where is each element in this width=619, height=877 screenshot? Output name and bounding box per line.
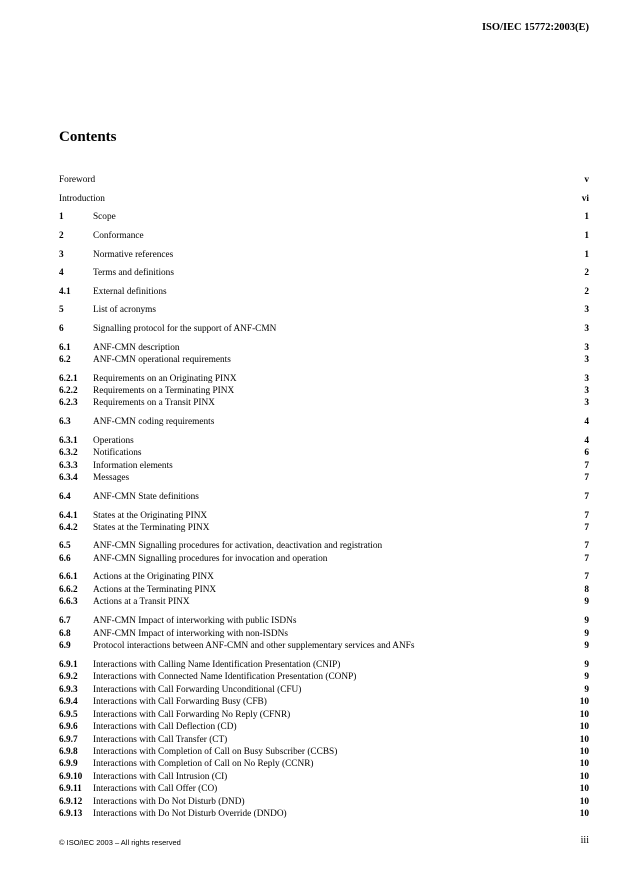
toc-entry-number: 6.6 xyxy=(59,554,71,564)
toc-entry-title: ANF-CMN Impact of interworking with public ISDNs xyxy=(93,616,297,626)
toc-entry[interactable] xyxy=(59,397,589,409)
toc-entry-title: ANF-CMN Signalling procedures for invocation and operation xyxy=(93,554,328,564)
toc-entry[interactable] xyxy=(59,510,589,522)
toc-entry-page: 7 xyxy=(584,511,589,521)
toc-entry[interactable] xyxy=(59,808,589,820)
toc-entry-number: 4 xyxy=(59,268,64,278)
toc-entry-page: v xyxy=(584,175,589,185)
toc-entry-title: ANF-CMN operational requirements xyxy=(93,355,231,365)
toc-entry[interactable] xyxy=(59,553,589,565)
toc-entry-page: 10 xyxy=(579,772,589,782)
toc-entry-number: 6.2 xyxy=(59,355,71,365)
toc-entry[interactable] xyxy=(59,758,589,770)
toc-entry-page: 7 xyxy=(584,554,589,564)
toc-entry-number: 4.1 xyxy=(59,287,71,297)
toc-entry-number: 2 xyxy=(59,231,64,241)
toc-entry-title: Normative references xyxy=(93,250,174,260)
toc-entry-title: Messages xyxy=(93,473,130,483)
toc-entry-number: 6.6.3 xyxy=(59,597,78,607)
toc-entry[interactable] xyxy=(59,696,589,708)
toc-entry-number: 6.9.6 xyxy=(59,722,78,732)
toc-entry-title: Interactions with Completion of Call on Busy Subscriber (CCBS) xyxy=(93,747,338,757)
toc-entry-title: Protocol interactions between ANF-CMN and other supplementary services and ANFs xyxy=(93,641,415,651)
toc-entry-title: Interactions with Do Not Disturb (DND) xyxy=(93,797,245,807)
toc-entry[interactable] xyxy=(59,286,589,298)
toc-entry[interactable] xyxy=(59,684,589,696)
toc-entry[interactable] xyxy=(59,373,589,385)
toc-entry[interactable] xyxy=(59,659,589,671)
toc-entry[interactable] xyxy=(59,522,589,534)
toc-entry-title: Introduction xyxy=(59,194,105,204)
toc-entry-number: 6.9.11 xyxy=(59,784,82,794)
toc-entry-number: 6.9.2 xyxy=(59,672,78,682)
toc-entry-title: Interactions with Calling Name Identification Presentation (CNIP) xyxy=(93,660,341,670)
toc-entry[interactable] xyxy=(59,193,589,205)
toc-entry-page: 9 xyxy=(584,685,589,695)
toc-entry-number: 6.4.2 xyxy=(59,523,78,533)
toc-entry-number: 6.9.13 xyxy=(59,809,83,819)
copyright-notice: © ISO/IEC 2003 – All rights reserved xyxy=(59,838,181,847)
toc-entry-number: 6.3 xyxy=(59,417,71,427)
toc-entry-number: 6.2.3 xyxy=(59,398,78,408)
toc-entry-number: 6.5 xyxy=(59,541,71,551)
toc-entry[interactable] xyxy=(59,596,589,608)
toc-entry-page: 3 xyxy=(584,305,589,315)
toc-entry-page: 4 xyxy=(584,436,589,446)
toc-entry-title: Interactions with Call Forwarding Unconditional (CFU) xyxy=(93,685,302,695)
toc-entry-title: Actions at the Originating PINX xyxy=(93,572,214,582)
toc-entry[interactable] xyxy=(59,267,589,279)
toc-entry-title: Foreword xyxy=(59,175,96,185)
toc-entry-number: 6.2.2 xyxy=(59,386,78,396)
toc-entry-title: Actions at a Transit PINX xyxy=(93,597,190,607)
toc-entry-number: 6.2.1 xyxy=(59,374,78,384)
toc-entry[interactable] xyxy=(59,416,589,428)
toc-entry-title: Scope xyxy=(93,212,116,222)
toc-entry[interactable] xyxy=(59,323,589,335)
toc-entry-page: 10 xyxy=(579,809,589,819)
toc-entry[interactable] xyxy=(59,615,589,627)
toc-entry-page: 10 xyxy=(579,759,589,769)
toc-entry-title: Terms and definitions xyxy=(93,268,174,278)
toc-entry-page: 3 xyxy=(584,374,589,384)
toc-entry-page: 3 xyxy=(584,324,589,334)
toc-entry[interactable] xyxy=(59,796,589,808)
toc-entry-number: 3 xyxy=(59,250,64,260)
document-id: ISO/IEC 15772:2003(E) xyxy=(481,22,589,33)
toc-entry-page: 9 xyxy=(584,597,589,607)
toc-entry-title: ANF-CMN Impact of interworking with non-ISDNs xyxy=(93,629,288,639)
toc-entry-title: ANF-CMN coding requirements xyxy=(93,417,215,427)
toc-entry-number: 6.3.1 xyxy=(59,436,78,446)
toc-entry[interactable] xyxy=(59,249,589,261)
toc-entry-number: 6.9 xyxy=(59,641,71,651)
toc-entry-page: 2 xyxy=(584,268,589,278)
toc-entry-title: Interactions with Call Offer (CO) xyxy=(93,784,218,794)
toc-entry-page: 7 xyxy=(584,541,589,551)
toc-entry-page: 1 xyxy=(584,250,589,260)
toc-entry-title: Actions at the Terminating PINX xyxy=(93,585,217,595)
toc-entry-page: vi xyxy=(581,194,589,204)
toc-entry-title: Conformance xyxy=(93,231,144,241)
toc-entry[interactable] xyxy=(59,721,589,733)
toc-entry-page: 3 xyxy=(584,398,589,408)
toc-entry-title: States at the Originating PINX xyxy=(93,511,208,521)
toc-entry[interactable] xyxy=(59,230,589,242)
toc-entry-title: Interactions with Call Forwarding Busy (CFB) xyxy=(93,697,267,707)
toc-entry-page: 9 xyxy=(584,660,589,670)
toc-entry-number: 1 xyxy=(59,212,64,222)
toc-entry-number: 6.3.4 xyxy=(59,473,78,483)
toc-entry-page: 7 xyxy=(584,572,589,582)
toc-entry-number: 6.9.7 xyxy=(59,735,78,745)
toc-entry-page: 3 xyxy=(584,343,589,353)
toc-entry-page: 8 xyxy=(584,585,589,595)
toc-entry-page: 9 xyxy=(584,629,589,639)
toc-entry-page: 6 xyxy=(584,448,589,458)
toc-entry-title: States at the Terminating PINX xyxy=(93,523,210,533)
toc-entry-title: List of acronyms xyxy=(93,305,156,315)
toc-entry-number: 6.8 xyxy=(59,629,71,639)
toc-entry-title: Signalling protocol for the support of ANF-CMN xyxy=(93,324,277,334)
toc-entry-page: 7 xyxy=(584,492,589,502)
toc-entry-number: 6.3.2 xyxy=(59,448,78,458)
toc-entry-number: 6.9.10 xyxy=(59,772,83,782)
toc-entry-title: Interactions with Do Not Disturb Override (DNDO) xyxy=(93,809,287,819)
toc-entry[interactable] xyxy=(59,640,589,652)
toc-entry-page: 9 xyxy=(584,672,589,682)
toc-entry-title: Requirements on a Transit PINX xyxy=(93,398,215,408)
toc-entry-page: 10 xyxy=(579,747,589,757)
toc-entry-title: Operations xyxy=(93,436,134,446)
toc-entry[interactable] xyxy=(59,447,589,459)
toc-entry[interactable] xyxy=(59,342,589,354)
toc-entry-title: Interactions with Call Intrusion (CI) xyxy=(93,772,228,782)
toc-entry-page: 3 xyxy=(584,386,589,396)
toc-entry-number: 5 xyxy=(59,305,64,315)
toc-entry-number: 6.9.3 xyxy=(59,685,78,695)
toc-entry[interactable] xyxy=(59,734,589,746)
toc-entry-title: Interactions with Connected Name Identification Presentation (CONP) xyxy=(93,672,357,682)
toc-entry-page: 7 xyxy=(584,473,589,483)
toc-entry-number: 6.6.2 xyxy=(59,585,78,595)
toc-entry-page: 10 xyxy=(579,735,589,745)
toc-entry-title: Interactions with Call Transfer (CT) xyxy=(93,735,228,745)
toc-entry[interactable] xyxy=(59,491,589,503)
toc-entry-number: 6.9.8 xyxy=(59,747,78,757)
toc-entry-number: 6.3.3 xyxy=(59,461,78,471)
toc-entry-number: 6.9.5 xyxy=(59,710,78,720)
toc-entry-title: Interactions with Completion of Call on No Reply (CCNR) xyxy=(93,759,314,769)
toc-entry-number: 6.4 xyxy=(59,492,71,502)
toc-entry-title: External definitions xyxy=(93,287,167,297)
toc-entry-number: 6.9.1 xyxy=(59,660,78,670)
toc-entry-title: Notifications xyxy=(93,448,142,458)
toc-entry[interactable] xyxy=(59,174,589,186)
toc-entry[interactable] xyxy=(59,304,589,316)
toc-entry[interactable] xyxy=(59,709,589,721)
toc-entry[interactable] xyxy=(59,540,589,552)
page-title: Contents xyxy=(59,129,117,145)
toc-entry[interactable] xyxy=(59,354,589,366)
toc-entry-page: 1 xyxy=(584,231,589,241)
toc-entry-number: 6.9.9 xyxy=(59,759,78,769)
toc-entry-page: 10 xyxy=(579,797,589,807)
toc-entry[interactable] xyxy=(59,571,589,583)
toc-entry[interactable] xyxy=(59,460,589,472)
toc-entry-page: 10 xyxy=(579,697,589,707)
toc-entry-page: 4 xyxy=(584,417,589,427)
toc-entry[interactable] xyxy=(59,472,589,484)
toc-entry-page: 2 xyxy=(584,287,589,297)
toc-entry-page: 10 xyxy=(579,784,589,794)
toc-entry[interactable] xyxy=(59,783,589,795)
toc-entry-title: ANF-CMN State definitions xyxy=(93,492,199,502)
toc-entry-page: 10 xyxy=(579,710,589,720)
page-number: iii xyxy=(580,835,589,846)
toc-entry-number: 6.9.4 xyxy=(59,697,78,707)
toc-entry[interactable] xyxy=(59,671,589,683)
toc-entry-number: 6.7 xyxy=(59,616,71,626)
toc-entry-title: ANF-CMN description xyxy=(93,343,180,353)
toc-entry-number: 6.4.1 xyxy=(59,511,78,521)
toc-entry-number: 6.9.12 xyxy=(59,797,83,807)
toc-entry[interactable] xyxy=(59,435,589,447)
toc-entry[interactable] xyxy=(59,771,589,783)
toc-entry-page: 9 xyxy=(584,641,589,651)
toc-entry-title: Requirements on a Terminating PINX xyxy=(93,386,235,396)
toc-entry-number: 6.6.1 xyxy=(59,572,78,582)
toc-entry-number: 6 xyxy=(59,324,64,334)
toc-entry-title: Interactions with Call Deflection (CD) xyxy=(93,722,237,732)
toc-entry-page: 1 xyxy=(584,212,589,222)
toc-entry-number: 6.1 xyxy=(59,343,71,353)
toc-entry-title: Information elements xyxy=(93,461,173,471)
toc-entry-page: 7 xyxy=(584,461,589,471)
toc-entry[interactable] xyxy=(59,628,589,640)
toc-entry-page: 10 xyxy=(579,722,589,732)
toc-entry[interactable] xyxy=(59,584,589,596)
toc-entry[interactable] xyxy=(59,746,589,758)
toc-entry-page: 3 xyxy=(584,355,589,365)
toc-entry[interactable] xyxy=(59,211,589,223)
toc-entry-title: Requirements on an Originating PINX xyxy=(93,374,237,384)
toc-entry-page: 9 xyxy=(584,616,589,626)
toc-entry-title: ANF-CMN Signalling procedures for activation, deactivation and registration xyxy=(93,541,383,551)
toc-entry-page: 7 xyxy=(584,523,589,533)
toc-entry-title: Interactions with Call Forwarding No Reply (CFNR) xyxy=(93,710,291,720)
toc-entry[interactable] xyxy=(59,385,589,397)
